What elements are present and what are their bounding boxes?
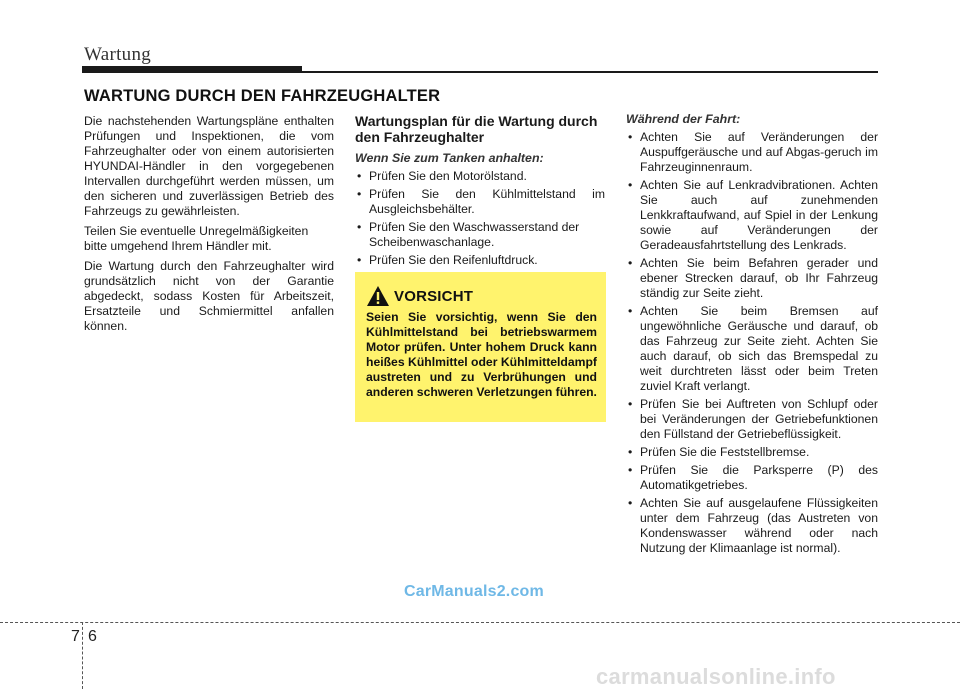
list-item: • Achten Sie auf Lenkradvibrationen. Achten Sie auch auf zunehmenden Lenkkraftaufwand, auf Spiel in der Lenkung sowie auf Veränderungen der Geradeausfahrtstellung des Lenkrads.	[626, 178, 878, 253]
footer-rule	[0, 622, 960, 623]
caution-title: VORSICHT	[394, 287, 474, 305]
list-item: • Achten Sie beim Befahren gerader und ebener Strecken darauf, ob Ihr Fahrzeug ständig zur Seite zieht.	[626, 256, 878, 301]
page-number-chapter: 7	[71, 628, 80, 645]
driving-column	[626, 112, 878, 559]
list-item: • Prüfen Sie die Feststellbremse.	[626, 445, 878, 460]
carmanuals-watermark: CarManuals2.com	[404, 583, 544, 600]
refuel-checklist	[355, 169, 605, 268]
driving-heading: Während der Fahrt:	[626, 112, 741, 126]
header-title: Wartung	[84, 44, 152, 65]
list-item: • Prüfen Sie den Reifenluftdruck.	[355, 253, 605, 268]
list-item: • Prüfen Sie den Motorölstand.	[355, 169, 605, 184]
refuel-column	[355, 113, 605, 271]
list-item: • Prüfen Sie den Waschwasserstand der Scheibenwaschanlage.	[355, 220, 605, 250]
intro-column	[84, 114, 334, 339]
caution-text: Seien Sie vorsichtig, wenn Sie den Kühlmittelstand bei betriebswarmem Motor prüfen. Unter hohem Druck kann heißes Kühlmittel oder Kühlmitteldampf austreten und zu Verbrühungen und anderen schweren Verletzungen führen.	[366, 310, 597, 399]
caution-header	[366, 285, 597, 307]
list-item: • Achten Sie beim Bremsen auf ungewöhnliche Geräusche und darauf, ob das Fahrzeug zur Seite zieht. Achten Sie auch darauf, ob sich das Bremspedal zu weit durchtreten lässt oder beim Treten zuviel Kraft verlangt.	[626, 304, 878, 394]
list-item: • Prüfen Sie bei Auftreten von Schlupf oder bei Veränderungen der Getriebefunktionen den Füllstand der Getriebeflüssigkeit.	[626, 397, 878, 442]
intro-paragraph: Teilen Sie eventuelle Unregelmäßigkeiten bitte umgehend Ihrem Händler mit.	[84, 224, 309, 253]
intro-paragraph: Die nachstehenden Wartungspläne enthalten Prüfungen und Inspektionen, die vom Fahrzeughalter oder von einem autorisierten HYUNDAI-Händler in den vorgegebenen Intervallen durchgeführt werden müssen, um den sicheren und zuverlässigen Betrieb des Fahrzeugs zu gewährleisten.	[84, 114, 334, 218]
page-number-page: 6	[88, 628, 97, 645]
header-rule-thick	[82, 66, 302, 73]
driving-checklist	[626, 130, 878, 556]
list-item: • Achten Sie auf ausgelaufene Flüssigkeiten unter dem Fahrzeug (das Austreten von Kondenswasser während oder nach Nutzung der Klimaanlage ist normal).	[626, 496, 878, 556]
intro-paragraph: Die Wartung durch den Fahrzeughalter wird grundsätzlich nicht von der Garantie abgedeckt, sodass Kosten für Arbeitszeit, Ersatzteile und Schmiermittel anfallen können.	[84, 259, 334, 333]
section-heading: WARTUNG DURCH DEN FAHRZEUGHALTER	[84, 87, 441, 105]
header-rule-thin	[300, 71, 878, 73]
refuel-heading: Wenn Sie zum Tanken anhalten:	[355, 151, 544, 165]
maintenance-plan-heading: Wartungsplan für die Wartung durch den Fahrzeughalter	[355, 113, 598, 145]
caution-box	[355, 272, 606, 422]
site-watermark: carmanualsonline.info	[596, 664, 836, 689]
list-item: • Prüfen Sie den Kühlmittelstand im Ausgleichsbehälter.	[355, 187, 605, 217]
footer-divider	[82, 622, 83, 689]
warning-triangle-icon	[366, 285, 390, 307]
list-item: • Achten Sie auf Veränderungen der Auspuffgeräusche und auf Abgas-geruch im Fahrzeuginnenraum.	[626, 130, 878, 175]
list-item: • Prüfen Sie die Parksperre (P) des Automatikgetriebes.	[626, 463, 878, 493]
